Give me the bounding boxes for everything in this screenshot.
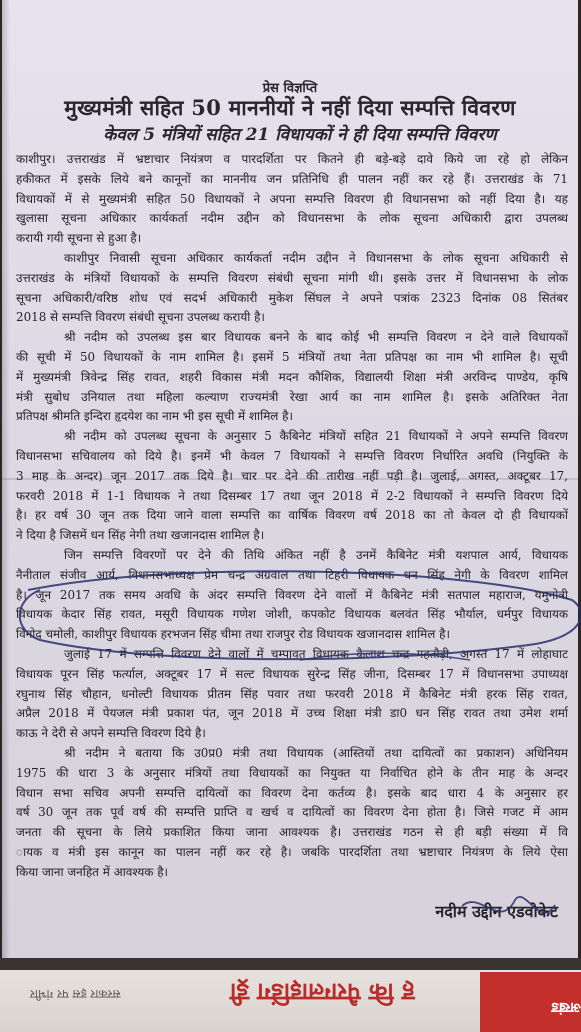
- body-line: नैनीताल संजीव आर्य, विधानसभाध्यक्ष प्रेम चन्द्र अग्रवाल तथा टिहरी विधायक धन सिंह नेगी के विवरण शामिल: [16, 567, 568, 582]
- newspaper-red-label: अखंड: [551, 999, 581, 1015]
- body-line: हकीकत में इसके लिये बने कानूनों का माननीय जन प्रतिनिधि ही पालन नहीं कर रहे हैं। उत्तराखंड के 71: [16, 171, 568, 186]
- body-line: विधायक पूरन सिंह फर्त्याल, अक्टूबर 17 में सल्ट विधायक सुरेन्द्र सिंह जीना, दिसम्बर 17 में विधानसभा उपाध्यक्ष: [16, 666, 568, 681]
- body-line: रघुनाथ सिंह चौहान, धनोल्टी विधायक प्रीतम सिंह पवार तथा फरवरी 2018 में कैबिनेट मंत्री हरक सिंह रावत,: [16, 686, 568, 701]
- body-line: 3 माह के अन्दर) जून 2017 तक दिये है। चार पर देने की तारीख नहीं पड़ी है। जुलाई, अगस्त, अक्टूबर 17,: [16, 468, 568, 483]
- body-line: सूचना अधिकारी/वरिष्ठ शोध एवं सदर्भ अधिकारी मुकेश सिंघल ने अपने पत्रांक 2323 दिनांक 08 सितंबर: [16, 290, 568, 305]
- body-line: ने दिया है जिसमें धन सिंह नेगी तथा खजानदास शामिल है।: [16, 528, 265, 543]
- body-line: जिन सम्पत्ति विवरणों पर देने की तिथि अंकित नहीं है उनमें कैबिनेट मंत्री यशपाल आर्य, विधायक: [64, 547, 568, 562]
- body-line: है। हर वर्ष 30 जून तक दिया जाने वाला सम्पत्ति का वार्षिक विवरण वर्ष 2018 का तो केवल दो ही विधायकों: [16, 508, 568, 523]
- body-line: में मुख्यमंत्री त्रिवेन्द्र सिंह रावत, शहरी विकास मंत्री मदन कौशिक, विद्यालयी शिक्षा मंत्री अरविन्द पाण्डेय, कृषि: [16, 369, 568, 384]
- body-line: काशीपुर। उत्तराखंड में भ्रष्टाचार नियंत्रण व पारदर्शिता पर कितने ही बड़े-बड़े दावे किये जा रहे हो लेकिन: [16, 152, 568, 166]
- body-line: काऊ ने देरी से अपने सम्पत्ति विवरण दिये है।: [16, 726, 206, 741]
- body-line: विधान सभा सचिव अपनी सम्पत्ति दायित्वों का विवरण देना कर्तव्य है। इसके बाद धारा 4 के अनुसार हर: [16, 785, 568, 800]
- press-release-page: [2, 0, 578, 958]
- newspaper-strip: [0, 958, 581, 1032]
- body-line: वर्ष 30 जून तक पूर्व वर्ष की सम्पत्ति प्राप्ति व खर्च व दायित्वों का विवरण देना होता है। जिसे गजट में आम: [16, 805, 568, 820]
- body-line: ायक व मंत्री इस कानून का पालन नहीं कर रहे है। जबकि पारदर्शिता तथा भ्रष्टाचार नियंत्रण के लिये ऐसा: [16, 844, 568, 859]
- body-line: फरवरी 2018 में 1-1 विधायक ने तथा दिसम्बर 17 तथा जून 2018 में 2-2 विधायकों ने सम्पत्ति विवरण दिये: [16, 488, 568, 503]
- body-line: विधायक केदार सिंह रावत, मसूरी विधायक गणेश जोशी, कपकोट विधायक बलवंत सिंह भौर्याल, धर्मपुर विधायक: [16, 607, 568, 622]
- body-line: प्रतिपक्ष श्रीमति इन्दिरा हृदयेश का नाम भी इस सूची में शामिल है।: [16, 409, 293, 424]
- body-line: किया जाना जनहित में आवश्यक है।: [16, 864, 169, 879]
- body-line: उत्तराखंड के मंत्रियों विधायकों के सम्पत्ति विवरण संबंधी सूचना मांगी थी। इसके उत्तर में विधानसभा के लोक: [16, 270, 568, 285]
- press-release-label: प्रेस विज्ञप्ति: [262, 81, 318, 96]
- body-line: श्री नदीम को उपलब्ध सूचना के अनुसार 5 कैबिनेट मंत्रियों सहित 21 विधायकों ने अपने सम्पत्ति विवरण: [64, 429, 568, 444]
- signature: नदीम उद्दीन एडवोकेट: [435, 902, 558, 921]
- headline: मुख्यमंत्री सहित 50 माननीयों ने नहीं दिया सम्पत्ति विवरण: [64, 95, 516, 120]
- body-line: है। जून 2017 तक समय अवधि के अंदर सम्पत्ति विवरण देने वालों में कैबिनेट मंत्री सतपाल महाराज, यमुनोत्री: [16, 587, 568, 602]
- subheadline: केवल 5 मंत्रियों सहित 21 विधायकों ने ही दिया सम्पत्ति विवरण: [103, 125, 497, 145]
- body-line: 1975 की धारा 3 के अनुसार मंत्रियों तथा विधायकों का नियुक्त या निर्वाचित होने के तीन माह के अन्दर: [16, 765, 568, 780]
- body-line: जनता की सूचना के लिये प्रकाशित किया जाना आवश्यक है। उत्तराखंड गठन से ही बड़ी संख्या में वि: [16, 825, 568, 840]
- body-line: श्री नदीम ने बताया कि उ0प्र0 मंत्री तथा विधायक (आस्तियों तथा दायित्वों का प्रकाशन) अधिनियम: [64, 745, 568, 760]
- body-line: विधायकों में से मुख्यमंत्री सहित 50 विधायकों ने अपना सम्पत्ति विवरण ही विधानसभा को नहीं दिया है। यह: [16, 191, 568, 206]
- body-line: काशीपुर निवासी सूचना अधिकार कार्यकर्ता नदीम उद्दीन ने विधानसभा के लोक सूचना अधिकारी से: [64, 250, 568, 265]
- article-body: [16, 150, 568, 882]
- body-line: 2018 से सम्पत्ति विवरण संबंधी सूचना उपलब्ध करायी है।: [16, 310, 265, 325]
- newspaper-shadow: [0, 958, 581, 970]
- body-line: श्री नदीम को उपलब्ध इस बार विधायक बनने के बाद कोई भी सम्पत्ति विवरण न देने वाले विधायकों: [64, 330, 568, 345]
- body-line: करायी गयी सूचना से हुआ है।: [16, 231, 142, 246]
- body-line: मंत्री सुबोध उनियाल तथा महिला कल्याण राज्यमंत्री रेखा आर्य का नाम शामिल है। इसके अतिरिक्त नेता: [16, 389, 568, 404]
- newspaper-red-block: [480, 972, 581, 1032]
- newspaper-subtext: सरकार इस पर गंभीर: [30, 987, 121, 1001]
- newspaper-headline: ह कि पैराग्लाइडिंग ड्री: [230, 978, 415, 1007]
- body-line: खुलासा सूचना अधिकार कार्यकर्ता नदीम उद्दीन को विधानसभा के लोक सूचना अधिकारी द्वारा उपलब्ध: [16, 211, 568, 226]
- body-line: विनोद चमोली, काशीपुर विधायक हरभजन सिंह चीमा तथा राजपुर रोड विधायक खजानदास शामिल है।: [16, 627, 450, 642]
- body-line: अप्रैल 2018 में पेयजल मंत्री प्रकाश पंत, जून 2018 में उच्च शिक्षा मंत्री डा0 धन सिंह रावत तथा उमेश शर्मा: [16, 706, 568, 721]
- body-line: की सूची में 50 विधायकों के नाम शामिल है। इसमें 5 मंत्रियों तथा नेता प्रतिपक्ष का नाम भी शामिल है। सूची: [16, 349, 568, 364]
- body-line: विधानसभा सचिवालय को दिये है। इनमें भी केवल 7 विधायकों ने सम्पत्ति विवरण निर्धारित अवधि (नियुक्ति के: [16, 448, 568, 463]
- body-line: जुलाई 17 में सम्पत्ति विवरण देने वालों में चम्पावत विधायक कैलाश चन्द्र गहतौड़ी, अगस्त 17 में लोहाघाट: [64, 646, 568, 661]
